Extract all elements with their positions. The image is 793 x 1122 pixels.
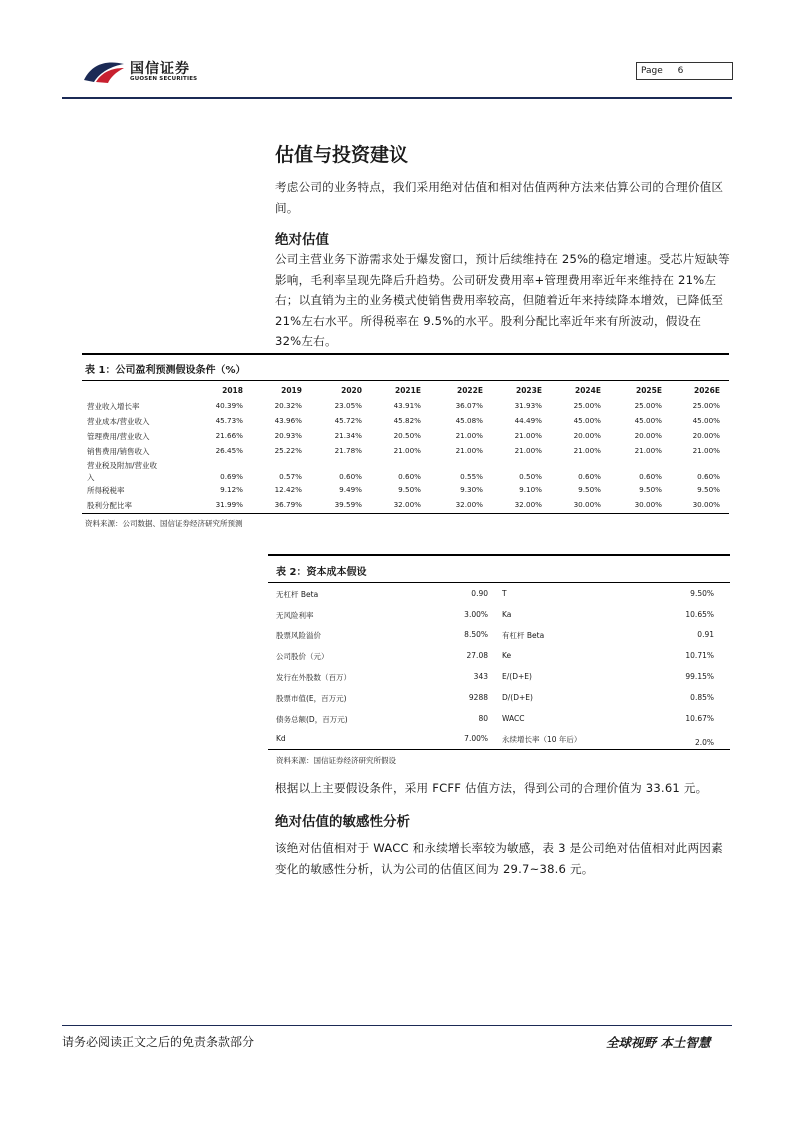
header-divider (62, 97, 732, 99)
table1-top-rule (82, 353, 729, 355)
table1-cell: 43.96% (274, 416, 302, 425)
table1-cell: 45.08% (455, 416, 483, 425)
table1-row-label: 销售费用/销售收入 (87, 447, 150, 456)
table2-label-right: D/(D+E) (502, 693, 533, 702)
abs-valuation-title: 绝对估值 (275, 232, 329, 248)
table1-cell: 0.60% (398, 472, 421, 481)
table1-cell: 20.50% (393, 431, 421, 440)
table1-year-header: 2018 (222, 386, 243, 395)
table1-year-header: 2023E (516, 386, 542, 395)
intro-paragraph: 考虑公司的业务特点，我们采用绝对估值和相对估值两种方法来估算公司的合理价值区间。 (275, 180, 724, 215)
table1-cell: 21.00% (514, 431, 542, 440)
table1-cell: 9.12% (220, 485, 243, 494)
table2-caption-rule (268, 582, 730, 583)
table2-label-right: T (502, 589, 507, 598)
table1-cell: 25.00% (692, 401, 720, 410)
table2-label-right: E/(D+E) (502, 672, 532, 681)
table2-label-right: 有杠杆 Beta (502, 631, 545, 640)
table1-cell: 32.00% (514, 500, 542, 509)
table1-cell: 21.00% (455, 446, 483, 455)
table1-cell: 20.00% (692, 431, 720, 440)
table1-cell: 36.79% (274, 500, 302, 509)
sensitivity-paragraph: 该绝对估值相对于 WACC 和永续增长率较为敏感，表 3 是公司绝对估值相对此两因素变化的敏感性分析，认为公司的估值区间为 29.7~38.6 元。 (275, 841, 723, 876)
table1-cell: 25.00% (573, 401, 601, 410)
table2-label-right: WACC (502, 714, 525, 723)
table2-value-right: 9.50% (690, 589, 714, 598)
abs-valuation-paragraph: 公司主营业务下游需求处于爆发窗口，预计后续维持在 25%的稳定增速。受芯片短缺等影响，毛利率呈现先降后升趋势。公司研发费用率+管理费用率近年来维持在 21%左右；以直销为主的业务模式使销售费用率较高，但随着近年来持续降本增效，已降低至 21%左右水平。所得税率在 9.5%的水平。股利分配比率近年来有所波动，假设在 32%左右。 (275, 252, 730, 348)
table1-year-header: 2022E (457, 386, 483, 395)
table1-cell: 45.82% (393, 416, 421, 425)
table1-cell: 0.60% (578, 472, 601, 481)
table1-cell: 30.00% (573, 500, 601, 509)
table1-cell: 44.49% (514, 416, 542, 425)
table1-year-header: 2021E (395, 386, 421, 395)
disclaimer-notice: 请务必阅读正文之后的免责条款部分 (62, 1035, 255, 1049)
table1-cell: 0.55% (460, 472, 483, 481)
table1-cell: 9.50% (578, 485, 601, 494)
table1-cell: 20.93% (274, 431, 302, 440)
table1-cell: 43.91% (393, 401, 421, 410)
table1-year-header: 2025E (636, 386, 662, 395)
table2-value-right: 0.91 (697, 630, 714, 639)
table2-label-right: Ke (502, 651, 512, 660)
table2-label-left: 发行在外股数（百万） (276, 673, 351, 682)
table1-row-label: 营业收入增长率 (87, 402, 140, 411)
table2-value-left: 343 (473, 672, 488, 681)
table2-label-left: 股票市值(E，百万元) (276, 694, 347, 703)
table2-value-left: 0.90 (471, 589, 488, 598)
logo-mark-icon (82, 58, 126, 84)
table1-source: 资料来源：公司数据、国信证券经济研究所预测 (85, 519, 243, 528)
table2-label-left: 无杠杆 Beta (276, 590, 319, 599)
table1-year-header: 2026E (694, 386, 720, 395)
table1-year-header: 2019 (281, 386, 302, 395)
table1-cell: 9.50% (639, 485, 662, 494)
table1-cell: 0.60% (697, 472, 720, 481)
table1-row-label: 所得税税率 (87, 486, 125, 495)
table2-value-left: 8.50% (464, 630, 488, 639)
table1-caption: 表 1：公司盈利预测假设条件（%） (85, 365, 246, 376)
table1-row-label-cont: 入 (87, 473, 95, 482)
table1-cell: 9.30% (460, 485, 483, 494)
table1-cell: 0.60% (639, 472, 662, 481)
table1-cell: 21.66% (215, 431, 243, 440)
table1-cell: 0.69% (220, 472, 243, 481)
table1-row-label: 营业成本/营业收入 (87, 417, 150, 426)
table1-cell: 20.00% (573, 431, 601, 440)
table1-cell: 45.00% (692, 416, 720, 425)
page-label: Page (641, 66, 663, 76)
table2-value-right: 0.85% (690, 693, 714, 702)
table1-cell: 21.00% (514, 446, 542, 455)
table2-value-right: 2.0% (694, 738, 714, 747)
table1-cell: 40.39% (215, 401, 243, 410)
logo-chinese-text: 国信证券 (130, 61, 190, 77)
table1-cell: 21.00% (573, 446, 601, 455)
table1-cell: 21.00% (634, 446, 662, 455)
page-number-box (636, 62, 733, 80)
sensitivity-title: 绝对估值的敏感性分析 (275, 814, 410, 830)
table2-value-left: 7.00% (464, 734, 488, 743)
table1-cell: 21.78% (334, 446, 362, 455)
section-title: 估值与投资建议 (275, 144, 409, 166)
table2-value-right: 10.67% (685, 714, 714, 723)
table1-cell: 45.00% (573, 416, 601, 425)
table2-value-right: 10.65% (685, 610, 714, 619)
table2-label-left: 无风险利率 (276, 611, 314, 620)
table2-value-right: 10.71% (685, 651, 714, 660)
conclusion-paragraph: 根据以上主要假设条件，采用 FCFF 估值方法，得到公司的合理价值为 33.61 元。 (275, 781, 708, 795)
table1-cell: 36.07% (455, 401, 483, 410)
table1-cell: 39.59% (334, 500, 362, 509)
table1-cell: 26.45% (215, 446, 243, 455)
table1-cell: 30.00% (634, 500, 662, 509)
table2-source: 资料来源：国信证券经济研究所假设 (276, 756, 396, 765)
table1-cell: 45.00% (634, 416, 662, 425)
table1-cell: 25.22% (274, 446, 302, 455)
table1-cell: 9.49% (339, 485, 362, 494)
table1-row-label: 管理费用/营业收入 (87, 432, 150, 441)
table1-cell: 32.00% (393, 500, 421, 509)
logo-english-text: GUOSEN SECURITIES (130, 76, 198, 82)
table1-cell: 45.72% (334, 416, 362, 425)
table1-cell: 32.00% (455, 500, 483, 509)
table1-year-header: 2020 (341, 386, 362, 395)
table1-cell: 21.00% (393, 446, 421, 455)
table1-cell: 45.73% (215, 416, 243, 425)
guosen-logo (82, 56, 202, 88)
table1-cell: 0.50% (519, 472, 542, 481)
table1-cell: 12.42% (274, 485, 302, 494)
table1-cell: 9.10% (519, 485, 542, 494)
table1-cell: 23.05% (334, 401, 362, 410)
table1-cell: 0.57% (279, 472, 302, 481)
table1-cell: 21.00% (692, 446, 720, 455)
table2-label-left: 债务总额(D，百万元) (276, 715, 348, 724)
table1-cell: 30.00% (692, 500, 720, 509)
footer-divider (62, 1025, 732, 1026)
table1-cell: 9.50% (697, 485, 720, 494)
table2-caption: 表 2：资本成本假设 (276, 567, 367, 578)
page-number: 6 (677, 66, 684, 76)
table2-value-left: 27.08 (466, 651, 488, 660)
table1-cell: 20.00% (634, 431, 662, 440)
table1-year-header: 2024E (575, 386, 601, 395)
table1-row-label: 营业税及附加/营业收 (87, 461, 158, 470)
table2-bottom-rule (268, 749, 730, 750)
slogan: 全球视野 本土智慧 (606, 1035, 711, 1050)
table1-row-label: 股利分配比率 (87, 501, 132, 510)
table2-value-left: 3.00% (464, 610, 488, 619)
table1-caption-rule (82, 380, 729, 381)
table2-label-left: 公司股价（元） (276, 652, 329, 661)
table2-value-left: 9288 (468, 693, 488, 702)
table2-value-right: 99.15% (685, 672, 714, 681)
table1-cell: 9.50% (398, 485, 421, 494)
table1-cell: 31.93% (514, 401, 542, 410)
table2-label-left: 股票风险溢价 (276, 631, 321, 640)
table2-label-right: Ka (502, 610, 512, 619)
table1-bottom-rule (82, 513, 729, 514)
table1-cell: 31.99% (215, 500, 243, 509)
table2-label-right: 永续增长率（10 年后） (502, 735, 582, 744)
table1-cell: 21.34% (334, 431, 362, 440)
table1-cell: 0.60% (339, 472, 362, 481)
table1-cell: 21.00% (455, 431, 483, 440)
table2-value-left: 80 (478, 714, 488, 723)
table1-cell: 20.32% (274, 401, 302, 410)
table2-top-rule (268, 554, 730, 556)
table1-cell: 25.00% (634, 401, 662, 410)
table2-label-left: Kd (276, 734, 286, 743)
